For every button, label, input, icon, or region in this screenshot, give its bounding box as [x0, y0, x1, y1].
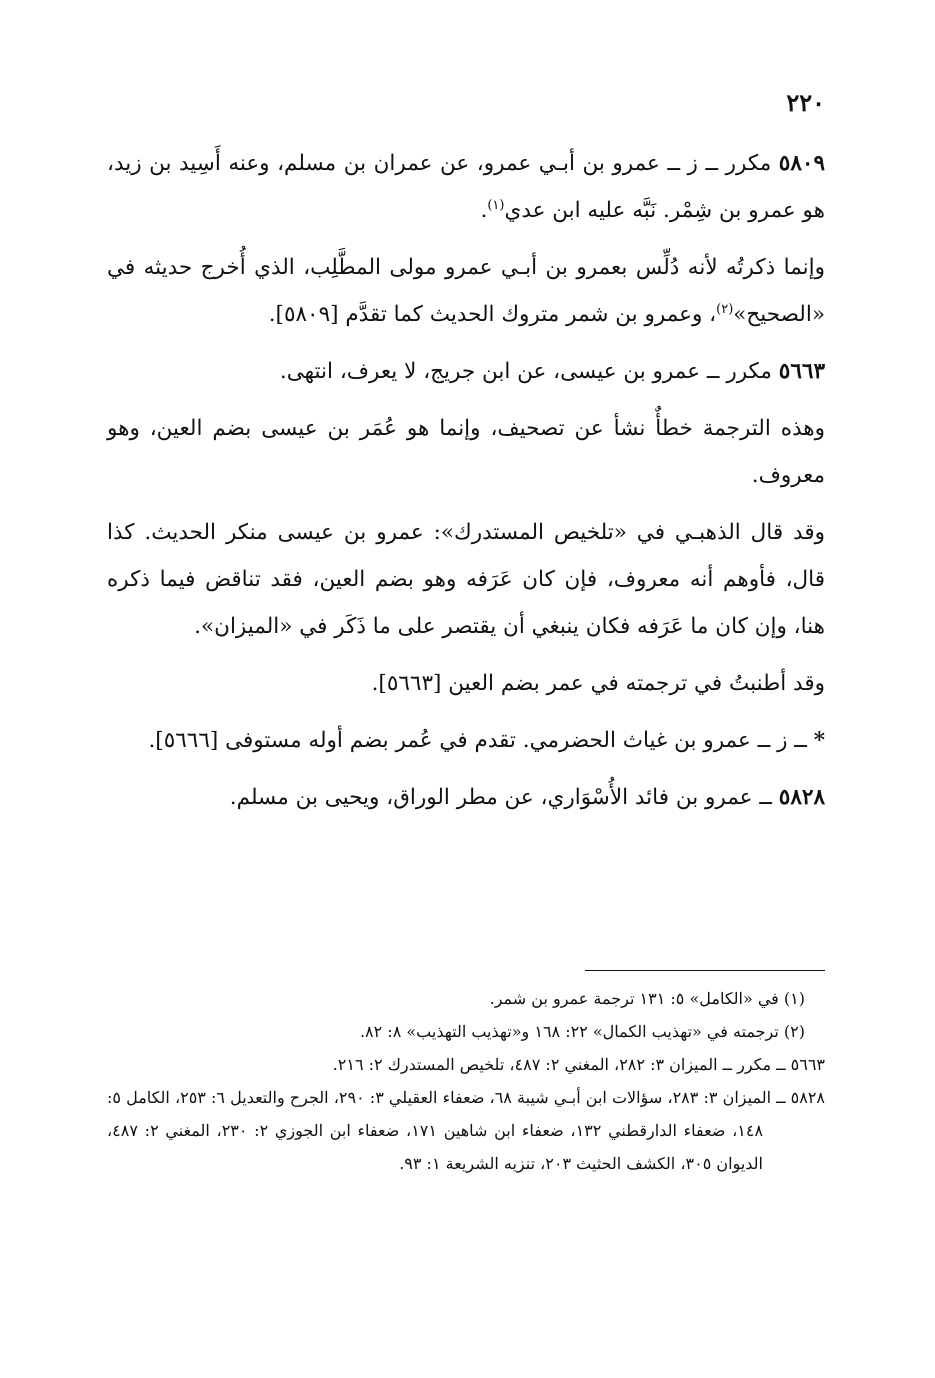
page-number: ٢٢٠ [786, 88, 825, 117]
entry-5663 [107, 348, 825, 395]
main-text [107, 140, 825, 831]
entry-star [107, 717, 825, 764]
commentary-paragraph [107, 405, 825, 499]
entry-text: مكرر ــ عمرو بن عيسى، عن ابن جريج، لا يعرف، انتهى. [279, 359, 772, 384]
paragraph-text: وقد أطنبتُ في ترجمته في عمر بضم العين [٥٦٦٣]. [371, 671, 825, 696]
paragraph-text-tail: ، وعمرو بن شمر متروك الحديث كما تقدَّم [٥٨٠٩]. [268, 302, 717, 327]
entry-number: ٥٨٢٨ [778, 785, 825, 810]
reference-5828: ٥٨٢٨ ــ الميزان ٣: ٢٨٣، سؤالات ابن أبـي شيبة ٦٨، ضعفاء العقيلي ٣: ٢٩٠، الجرح والتعديل ٦: ٢٥٣، الكامل ٥: ١٤٨، ضعفاء الدارقطني ١٣٢، ضعفاء ابن شاهين ١٧١، ضعفاء ابن الجوزي ٢: ٢٣٠، المغني ٢: ٤٨٧، الديوان ٣٠٥، الكشف الحثيث ٢٠٣، تنزيه الشريعة ١: ٩٣. [107, 1088, 825, 1173]
entry-number: ٥٨٠٩ [778, 151, 825, 176]
footnote-1: (١) في «الكامل» ٥: ١٣١ ترجمة عمرو بن شمر. [489, 989, 805, 1008]
commentary-paragraph [107, 244, 825, 338]
footnote-2: (٢) ترجمته في «تهذيب الكمال» ٢٢: ١٦٨ و«تهذيب التهذيب» ٨: ٨٢. [359, 1022, 805, 1041]
commentary-paragraph [107, 509, 825, 650]
reference-5663: ٥٦٦٣ ــ مكرر ــ الميزان ٣: ٢٨٢، المغني ٢: ٤٨٧، تلخيص المستدرك ٢: ٢١٦. [332, 1055, 825, 1074]
paragraph-text: وهذه الترجمة خطأٌ نشأ عن تصحيف، وإنما هو عُمَر بن عيسى بضم العين، وهو معروف. [107, 416, 826, 488]
entry-text: ــ عمرو بن فائد الأُسْوَاري، عن مطر الوراق، ويحيى بن مسلم. [229, 785, 772, 810]
paragraph-text: وقد قال الذهبـي في «تلخيص المستدرك»: عمرو بن عيسى منكر الحديث. كذا قال، فأوهم أنه معروف، فإن كان عَرَفه وهو بضم العين، فقد تناقض فيما ذكره هنا، وإن كان ما عَرَفه فكان ينبغي أن يقتصر على ما ذَكَر في «الميزان». [107, 520, 825, 639]
entry-text-tail: . [480, 198, 488, 223]
footnote-marker: (١) [487, 197, 505, 213]
commentary-paragraph [107, 660, 825, 707]
entry-5828 [107, 774, 825, 821]
footnote-marker: (٢) [716, 301, 734, 317]
footnote-divider [585, 970, 825, 971]
entry-number: ٥٦٦٣ [778, 359, 825, 384]
entry-text: مكرر ــ ز ــ عمرو بن أبـي عمرو، عن عمران بن مسلم، وعنه أَسِيد بن زيد، هو عمرو بن شِمْر. نَبَّه عليه ابن عدي [107, 151, 825, 223]
footnotes-section [107, 982, 825, 1180]
paragraph-text: وإنما ذكرتُه لأنه دُلِّس بعمرو بن أبـي عمرو مولى المطَّلِب، الذي أُخرج حديثه في «الصحيح» [107, 255, 825, 327]
entry-number: * [813, 728, 825, 753]
entry-text: ــ ز ــ عمرو بن غياث الحضرمي. تقدم في عُمر بضم أوله مستوفى [٥٦٦٦]. [148, 728, 807, 753]
entry-5809 [107, 140, 825, 234]
